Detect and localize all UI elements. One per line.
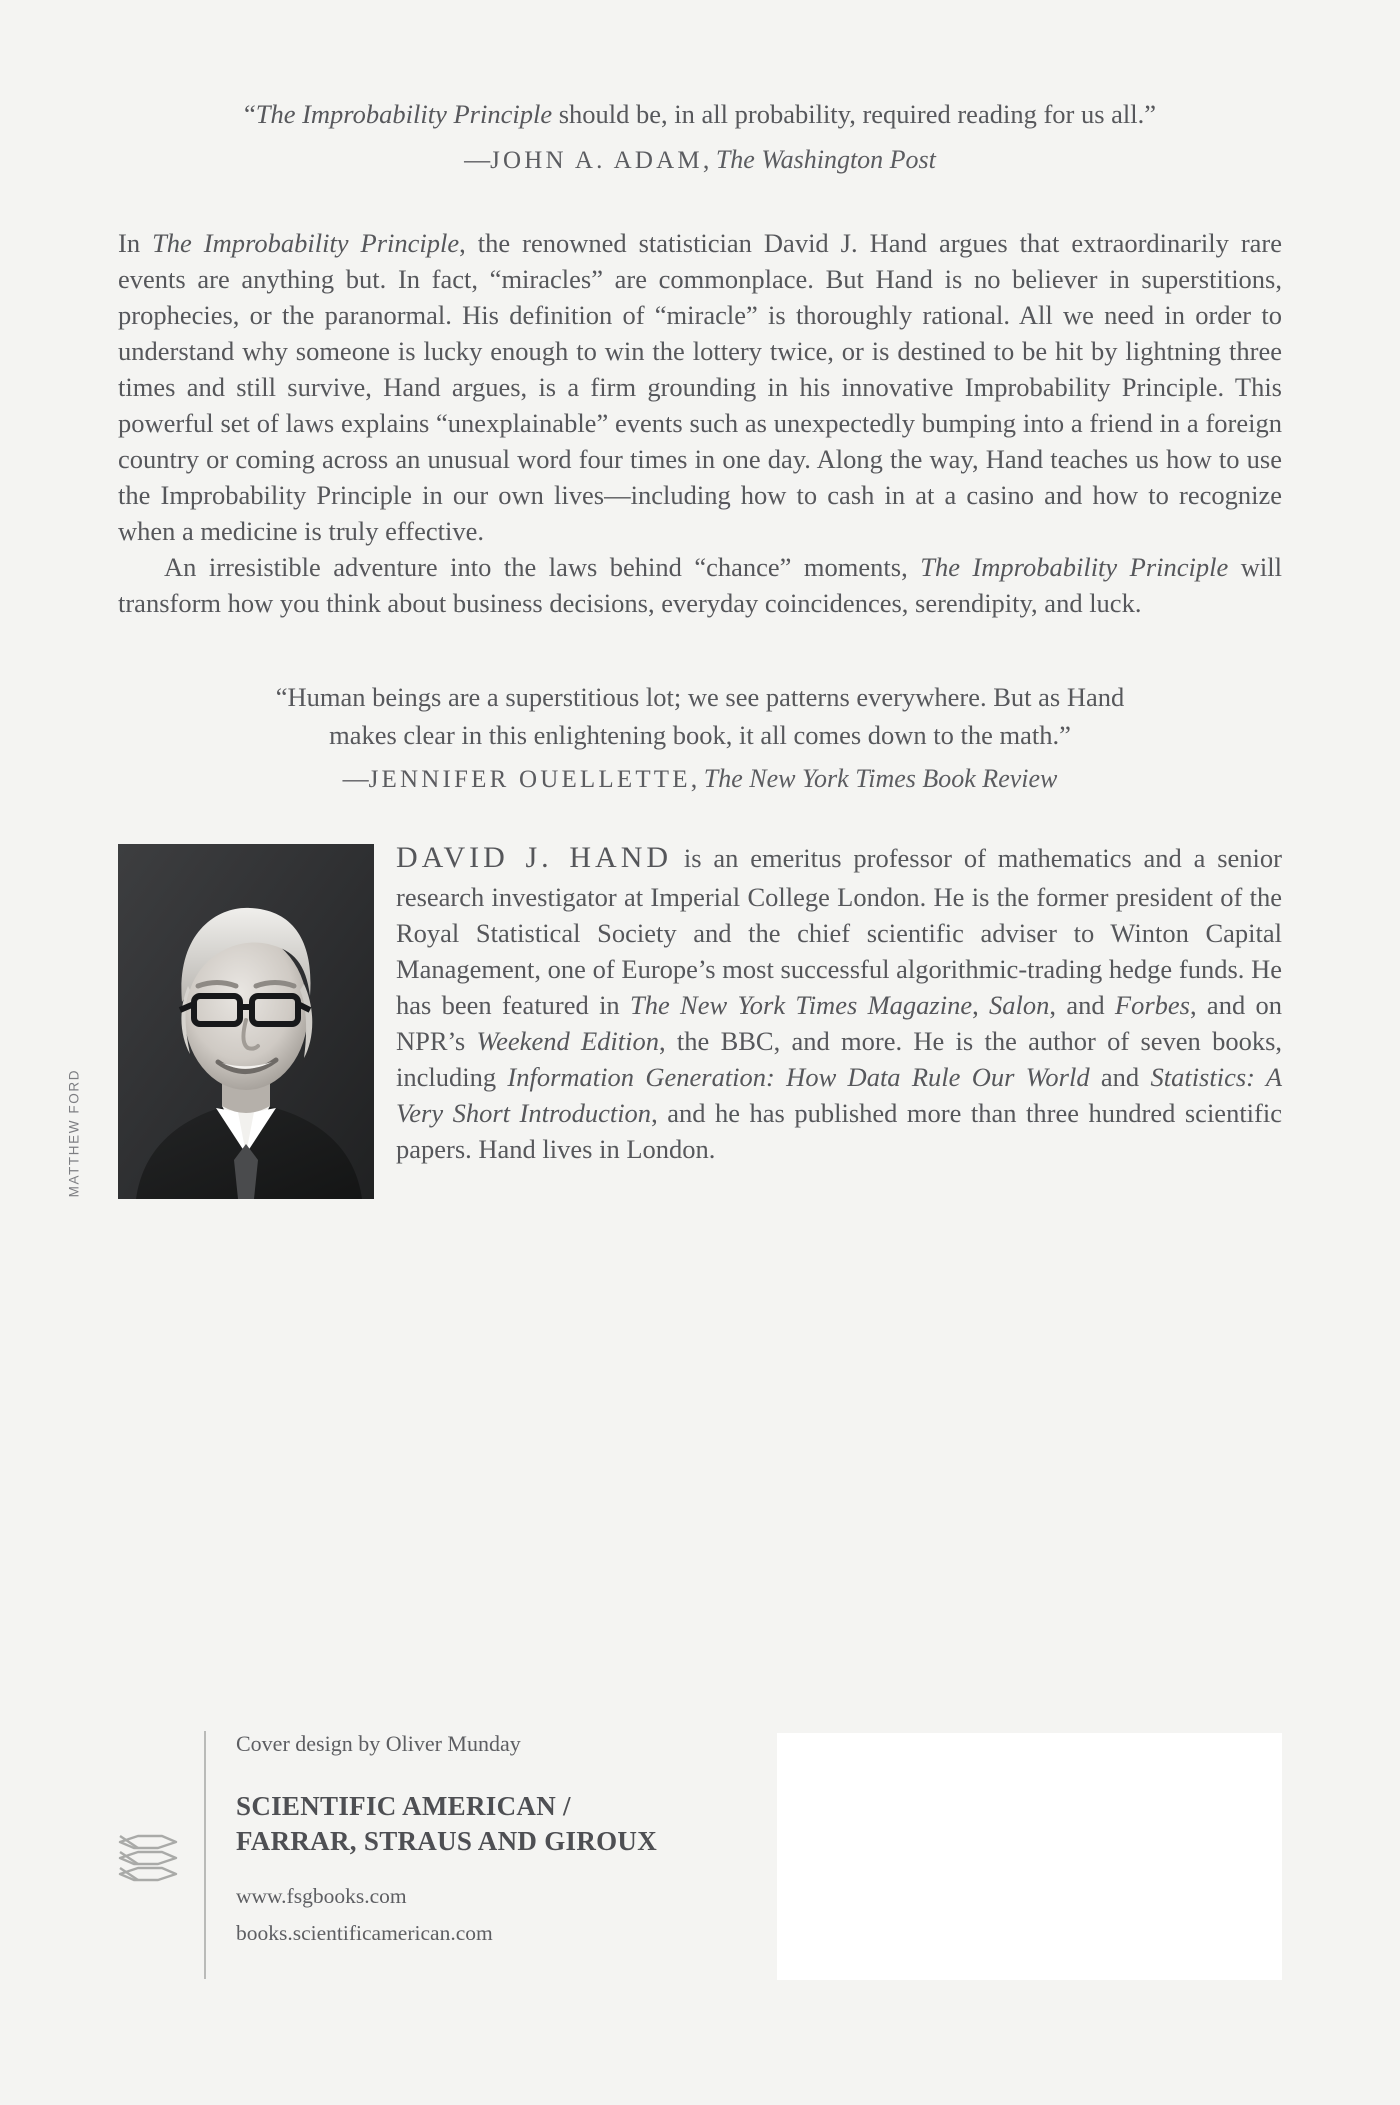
photo-credit: MATTHEW FORD — [66, 1068, 82, 1198]
cover-footer — [118, 1731, 1282, 2021]
quote-open-mark: “ — [243, 99, 256, 129]
bio-seg-2: , — [972, 989, 990, 1020]
jacket-copy-paragraph-1 — [118, 225, 1282, 549]
bio-seg-6: and — [1089, 1061, 1151, 1092]
bio-title-nytimes-magazine: The New York Times Magazine — [630, 989, 973, 1020]
author-bio — [66, 838, 1283, 1198]
jacket-copy-paragraph-2 — [118, 549, 1282, 621]
author-name: DAVID J. HAND — [396, 841, 673, 875]
author-photo — [118, 844, 374, 1199]
pull-quote-middle — [118, 679, 1282, 798]
author-portrait-illustration — [118, 844, 374, 1199]
p2-lead: An irresistible adventure into the laws behind “chance” moments, — [164, 551, 921, 582]
pull-quote-top-text — [118, 96, 1282, 134]
reviewer-name: JENNIFER OUELLETTE — [368, 766, 691, 794]
p2-book-title: The Improbability Principle — [920, 551, 1229, 582]
author-photo-block — [66, 844, 374, 1199]
bio-seg-5: , the BBC, and more. He is the author of seven books, including — [396, 1025, 1283, 1092]
imprint-line-1: SCIENTIFIC AMERICAN / — [236, 1791, 571, 1821]
bio-seg-4: , and on NPR’s — [396, 989, 1283, 1056]
bio-seg-1: is an emeritus professor of mathematics and a senior research investigator at Imperial College London. He is the former president of the Royal Statistical Society and the chief scientific adviser to Winton Capital Management, one of Europe’s most successful algorithmic-trading hedge funds. He has been featured in — [396, 843, 1282, 1020]
attrib-comma: , — [690, 764, 704, 794]
em-dash: — — [342, 764, 369, 794]
pull-quote-middle-line-1: “Human beings are a superstitious lot; we see patterns everywhere. But as Hand — [275, 681, 1125, 712]
cover-design-credit: Cover design by Oliver Munday — [236, 1731, 521, 1756]
publication-name: The Washington Post — [715, 144, 936, 174]
bio-title-weekend-edition: Weekend Edition — [476, 1025, 660, 1056]
publisher-url-fsg[interactable]: www.fsgbooks.com — [236, 1884, 407, 1909]
imprint-line-2: FARRAR, STRAUS AND GIROUX — [236, 1825, 658, 1856]
bio-title-forbes: Forbes — [1114, 989, 1190, 1020]
footer-vertical-rule — [204, 1731, 206, 1979]
colophon-svg — [118, 1827, 180, 1889]
quote-top-rest: should be, in all probability, required reading for us all.” — [552, 99, 1157, 129]
bio-title-salon: Salon — [989, 989, 1050, 1020]
pull-quote-middle-attribution — [118, 761, 1282, 798]
book-title-italic: The Improbability Principle — [255, 99, 553, 129]
pull-quote-middle-line-2: makes clear in this enlightening book, it all comes down to the math.” — [329, 719, 1071, 750]
em-dash: — — [464, 144, 491, 174]
attrib-comma: , — [702, 144, 716, 174]
bio-title-information-generation: Information Generation: How Data Rule Our World — [507, 1061, 1090, 1092]
barcode-placeholder — [777, 1733, 1282, 1980]
p1-lead: In — [118, 227, 153, 258]
p2-rest: will transform how you think about business decisions, everyday coincidences, serendipity, and luck. — [118, 551, 1282, 618]
pull-quote-top-attribution — [118, 142, 1282, 179]
fsg-fish-colophon-icon — [118, 1827, 180, 1889]
p1-book-title: The Improbability Principle — [152, 227, 460, 258]
publication-name: The New York Times Book Review — [703, 764, 1058, 794]
bio-title-statistics-vsi: Statistics: A Very Short Introduction — [396, 1061, 1283, 1129]
publisher-imprint — [236, 1789, 657, 1858]
bio-seg-7: , and he has published more than three hundred scientific papers. Hand lives in London. — [396, 1098, 1282, 1165]
bio-seg-3: , and — [1049, 989, 1115, 1020]
p1-rest: , the renowned statistician David J. Hand argues that extraordinarily rare events are anything but. In fact, “miracles” are commonplace. But Hand is no believer in superstitions, prophecies, or the paranormal. His definition of “miracle” is thoroughly rational. All we need in order to understand why someone is lucky enough to win the lottery twice, or is destined to be hit by lightning three times and still survive, Hand argues, is a firm grounding in his innovative Improbability Principle. This powerful set of laws explains “unexplainable” events such as unexpectedly bumping into a friend in a foreign country or coming across an unusual word four times in one day. Along the way, Hand teaches us how to use the Improbability Principle in our own lives—including how to cash in at a casino and how to recognize when a medicine is truly effective. — [118, 227, 1282, 546]
pull-quote-top — [118, 0, 1282, 179]
publisher-info — [236, 1731, 657, 1958]
reviewer-name: JOHN A. ADAM — [490, 146, 703, 174]
publisher-url-scientific-american[interactable]: books.scientificamerican.com — [236, 1921, 493, 1946]
jacket-copy — [118, 225, 1282, 621]
